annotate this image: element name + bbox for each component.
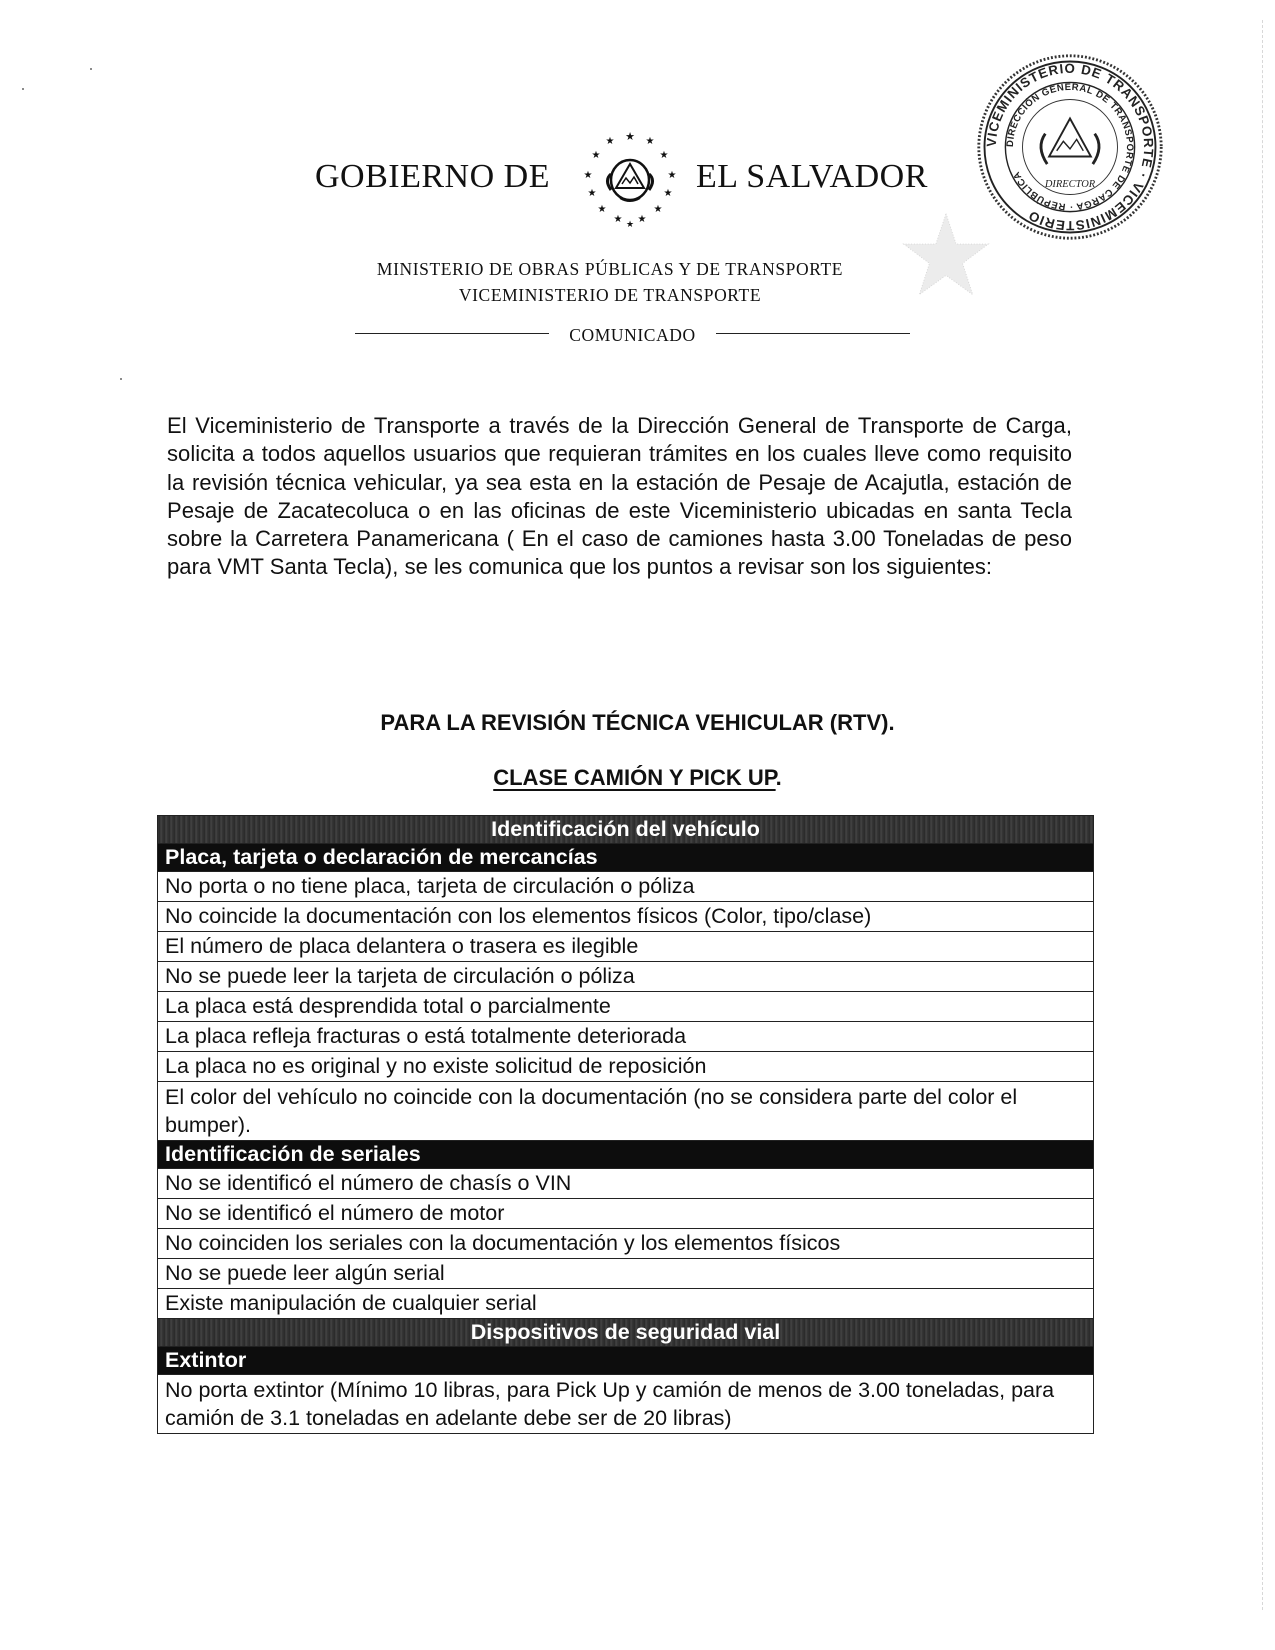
table-cell: El número de placa delantera o trasera es ilegible <box>158 932 1094 962</box>
svg-text:★: ★ <box>667 170 677 181</box>
table-group-row <box>158 1141 1094 1169</box>
table-row <box>158 1082 1094 1141</box>
table-row <box>158 962 1094 992</box>
group-cell: Extintor <box>158 1347 1094 1375</box>
section-heading: PARA LA REVISIÓN TÉCNICA VEHICULAR (RTV). <box>380 710 895 735</box>
table-row <box>158 872 1094 902</box>
table-row <box>158 1199 1094 1229</box>
svg-text:★: ★ <box>597 204 607 215</box>
table-cell: No se identificó el número de motor <box>158 1199 1094 1229</box>
table-cell: La placa no es original y no existe solicitud de reposición <box>158 1052 1094 1082</box>
table-row <box>158 902 1094 932</box>
svg-text:DIRECTOR: DIRECTOR <box>1044 178 1096 190</box>
group-cell: Placa, tarjeta o declaración de mercancías <box>158 844 1094 872</box>
section-subheading <box>0 765 1275 791</box>
table-band-row <box>158 816 1094 844</box>
document-type: COMUNICADO <box>569 325 696 345</box>
table-cell: No se identificó el número de chasís o VIN <box>158 1169 1094 1199</box>
divider <box>716 333 910 334</box>
table-row <box>158 1052 1094 1082</box>
svg-text:DIRECCIÓN GENERAL DE TRANSPORT: DIRECCIÓN GENERAL DE TRANSPORTE DE CARGA · REPÚBLICA <box>1004 81 1136 213</box>
government-title-left: GOBIERNO DE <box>315 158 550 195</box>
table-row <box>158 932 1094 962</box>
table-cell: El color del vehículo no coincide con la documentación (no se considera parte del color el bumper). <box>158 1082 1094 1141</box>
table-cell: No coincide la documentación con los elementos físicos (Color, tipo/clase) <box>158 902 1094 932</box>
table-row <box>158 1375 1094 1434</box>
table-cell: No se puede leer la tarjeta de circulación o póliza <box>158 962 1094 992</box>
scan-speck <box>22 88 24 90</box>
svg-text:★: ★ <box>625 219 635 228</box>
vehicle-class: CLASE CAMIÓN Y PICK UP <box>493 765 776 790</box>
table-cell: No porta o no tiene placa, tarjeta de circulación o póliza <box>158 872 1094 902</box>
scan-speck <box>120 378 122 380</box>
table-cell: La placa está desprendida total o parcialmente <box>158 992 1094 1022</box>
intro-paragraph: El Viceministerio de Transporte a través de la Dirección General de Transporte de Carga, solicita a todos aquellos usuarios que requieran trámites en los cuales lleve como requisito la revisión técnica vehicular, ya sea esta en la estación de Pesaje de Acajutla, estación de Pesaje de Zacatecoluca o en las oficinas de este Viceministerio ubicadas en santa Tecla sobre la Carretera Panamericana ( En el caso de camiones hasta 3.00 Toneladas de peso para VMT Santa Tecla), se les comunica que los puntos a revisar son los siguientes: <box>167 413 1072 580</box>
viceministry-name: VICEMINISTERIO DE TRANSPORTE <box>458 285 762 305</box>
table-cell: La placa refleja fracturas o está totalmente deteriorada <box>158 1022 1094 1052</box>
svg-text:★: ★ <box>605 136 615 147</box>
vehicle-class-period: . <box>775 765 782 790</box>
table-cell: Existe manipulación de cualquier serial <box>158 1289 1094 1319</box>
svg-text:★: ★ <box>645 136 655 147</box>
divider <box>355 333 549 334</box>
svg-text:★: ★ <box>637 214 647 225</box>
group-cell: Identificación de seriales <box>158 1141 1094 1169</box>
band-cell: Identificación del vehículo <box>158 816 1094 844</box>
table-cell: No porta extintor (Mínimo 10 libras, para Pick Up y camión de menos de 3.00 toneladas, para camión de 3.1 toneladas en adelante debe ser de 20 libras) <box>158 1375 1094 1434</box>
ministry-name: MINISTERIO DE OBRAS PÚBLICAS Y DE TRANSPORTE <box>376 259 844 279</box>
page-edge <box>1262 20 1263 1610</box>
government-title-right: EL SALVADOR <box>696 158 928 195</box>
svg-text:VICEMINISTERIO DE TRANSPORTE ·: VICEMINISTERIO DE TRANSPORTE · VICEMINISTERIO <box>983 60 1157 234</box>
table-row <box>158 1289 1094 1319</box>
table-row <box>158 1259 1094 1289</box>
svg-text:★: ★ <box>659 150 669 161</box>
svg-text:★: ★ <box>625 131 635 143</box>
table-row <box>158 1229 1094 1259</box>
coat-of-arms-icon <box>580 128 680 228</box>
table-group-row <box>158 1347 1094 1375</box>
svg-text:★: ★ <box>613 214 623 225</box>
document-type-row <box>355 321 910 346</box>
svg-text:★: ★ <box>583 170 593 181</box>
official-seal-icon <box>975 52 1165 242</box>
table-band-row <box>158 1319 1094 1347</box>
table-cell: No coinciden los seriales con la documentación y los elementos físicos <box>158 1229 1094 1259</box>
table-cell: No se puede leer algún serial <box>158 1259 1094 1289</box>
svg-text:★: ★ <box>587 188 597 199</box>
svg-text:★: ★ <box>653 204 663 215</box>
table-row <box>158 1169 1094 1199</box>
band-cell: Dispositivos de seguridad vial <box>158 1319 1094 1347</box>
scan-speck <box>90 68 92 70</box>
inspection-table <box>157 815 1094 1434</box>
ministry-header <box>300 256 920 308</box>
svg-text:★: ★ <box>663 188 673 199</box>
table-row <box>158 992 1094 1022</box>
svg-text:★: ★ <box>591 150 601 161</box>
table-row <box>158 1022 1094 1052</box>
table-group-row <box>158 844 1094 872</box>
